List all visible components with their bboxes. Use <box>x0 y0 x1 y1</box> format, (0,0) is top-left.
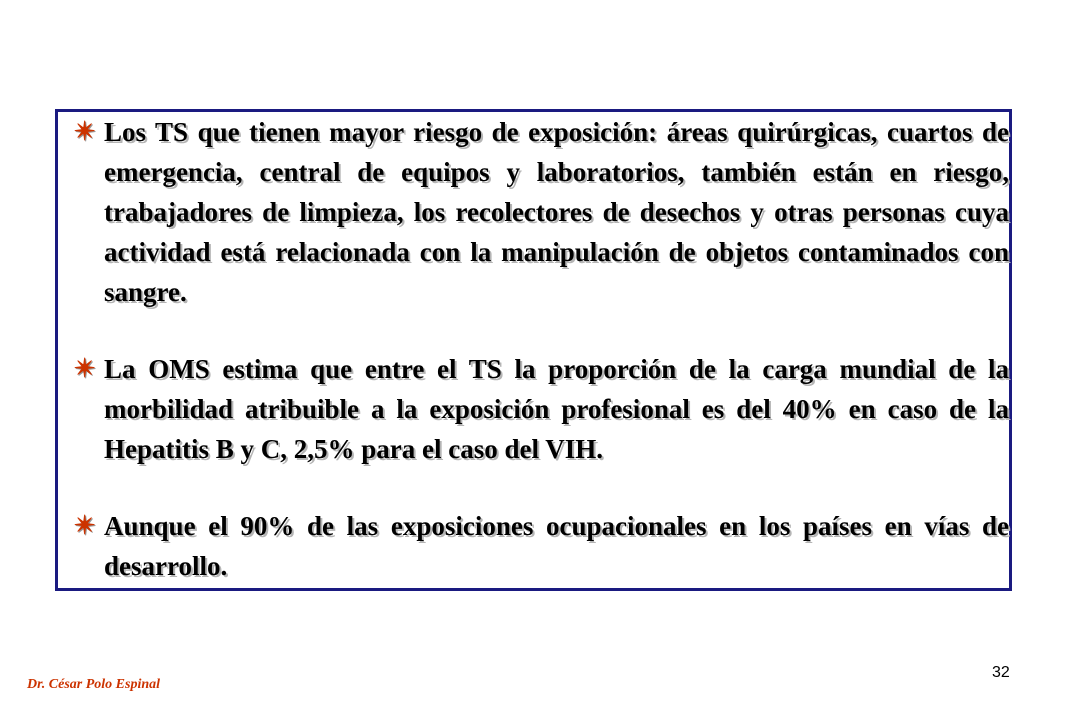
bullet-text: Aunque el 90% de las exposiciones ocupacionales en los países en vías de desarrollo. <box>104 511 1009 581</box>
asterisk-star-icon: ✴ <box>74 117 96 146</box>
asterisk-star-icon: ✴ <box>74 511 96 540</box>
bullet-text: Los TS que tienen mayor riesgo de exposición: áreas quirúrgicas, cuartos de emergencia, central de equipos y laboratorios, también están en riesgo, trabajadores de limpieza, los recolectores de desechos y otras personas cuya actividad está relacionada con la manipulación de objetos contaminados con sangre. <box>104 117 1009 307</box>
bullet-item <box>74 112 1009 312</box>
author-name: Dr. César Polo Espinal <box>27 677 161 692</box>
bullet-list <box>74 112 1009 586</box>
bullet-text: La OMS estima que entre el TS la proporción de la carga mundial de la morbilidad atribuible a la exposición profesional es del 40% en caso de la Hepatitis B y C, 2,5% para el caso del VIH. <box>104 354 1009 464</box>
bullet-item <box>74 349 1009 469</box>
asterisk-star-icon: ✴ <box>74 354 96 383</box>
bullet-item <box>74 506 1009 586</box>
page-number: 32 <box>992 664 1010 681</box>
